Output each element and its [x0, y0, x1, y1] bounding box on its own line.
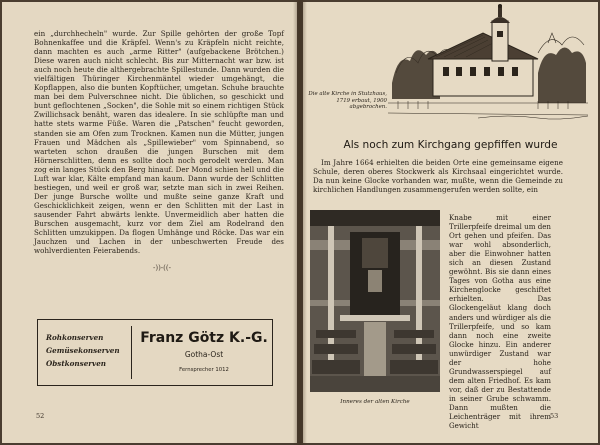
advertisement-box [37, 319, 273, 386]
left-page [2, 2, 297, 443]
ad-line: Rohkonserven [46, 333, 104, 342]
intro-paragraph: Im Jahre 1664 erhielten die beiden Orte eine gemeinsame eigene Schule, deren oberes Stockwerk als Kirchsaal eingerichtet wurde. Da nun keine Glocke vorhanden war, mußte, wenn die Gemeinde zu kirchlichen Handlungen zusammengerufen werden sollte, ein [313, 158, 563, 195]
section-ornament: -))-((- [152, 264, 172, 272]
ad-divider [131, 326, 132, 379]
ad-product-lines [46, 331, 131, 370]
column-paragraph: Knabe mit einer Trillerpfeife dreimal um den Ort gehen und pfeifen. Das war wohl absonderlich, aber die Einwohner hatten sich an diesen Zustand gewöhnt. Bis sie dann eines Tages von Gotha aus eine Kirchenglocke geschiftet erhielten. Das Glockengeläut klang doch anders und würdiger als die Trillerpfeife, und so kam dann noch eine zweite Glocke hinzu. Ein anderer unwürdiger Zustand war der hohe Grundwasserspiegel auf dem alten Friedhof. Es kam vor, daß der zu Bestattende in seiner Grube schwamm. Dann mußten die Leichenträger mit ihrem Gewicht [449, 213, 551, 431]
church-interior-photo [310, 210, 440, 392]
ad-phone: Fernsprecher 1012 [179, 367, 229, 373]
article-heading: Als noch zum Kirchgang gepfiffen wurde [343, 139, 558, 151]
article-column [449, 213, 551, 430]
photo-caption: Inneres der alten Kirche [340, 399, 410, 405]
ad-firm-name: Franz Götz K.-G. [140, 330, 268, 346]
book-gutter [293, 0, 307, 445]
page-number-right: 53 [550, 412, 559, 420]
article-intro [313, 158, 563, 194]
page-number-left: 52 [36, 412, 45, 420]
left-paragraph: ein „durchhecheln" wurde. Zur Spille gehörten der große Topf Bohnenkaffee und die Kräpfel. Wenn's zu Kräpfeln nicht reichte, dann machten es auch „arme Ritter" (aufgebackene Brötchen.) Diese waren auch nicht schlecht. Bis zur Mitternacht war bzw. ist auch noch heute die althergebrachte Spillestunde. Dann wurden die vielfältigen Thüringer Kirchenmäntel wieder umgehängt, die Kopflappen, also die bunten Kopftücher, umgetan. Schuhe brauchte man bei dem Pulverschnee nicht. Die üblichen, so geschickt und bunt geflochtenen „Socken", die Sohle mit so einem richtigen Stück Zwillichsack benäht, waren das idealere. In sie schlüpfte man und hatte stets warme Füße. Waren die „Patschen" feucht geworden, standen sie am Ofen zum Trocknen. Kamen nun die Mütter, jungen Frauen und Mädchen als „Spillewieber" vom Spinnabend, so warteten schon draußen die jungen Burschen mit dem Hörnerschlitten, denn es sollte doch noch gerodelt werden. Man zog ein langes Stück den Berg hinauf. Der Mond schien hell und die Luft war klar, Kälte empfand man kaum. Dann wurde der Schlitten bestiegen, und weil er groß war, setzte man sich in zwei Reihen. Der junge Bursche wollte und mußte seine ganze Kraft und Geschicklichkeit zeigen, wenn er den Schlitten mit der Last in sausender Fahrt abwärts lenkte. Unvermeidlich aber hatten die Burschen ausgemacht, kurz vor dem Ziel am Rodelrand den Schlitten umzukippen. Da flogen Umhänge und Röcke. Das war ein Jauchzen und Lachen in der unbeschwerten Freude des wohlverdienten Feierabends. [34, 29, 284, 256]
right-page [303, 2, 598, 443]
church-sketch [388, 3, 588, 129]
sketch-caption: Die alte Kirche in Stutzhaus, 1719 erbaut, 1900 abgebrochen. [308, 91, 387, 111]
left-page-text [34, 29, 284, 255]
ad-line: Obstkonserven [46, 359, 107, 368]
ad-line: Gemüsekonserven [46, 346, 120, 355]
ad-place: Gotha-Ost [184, 350, 224, 359]
